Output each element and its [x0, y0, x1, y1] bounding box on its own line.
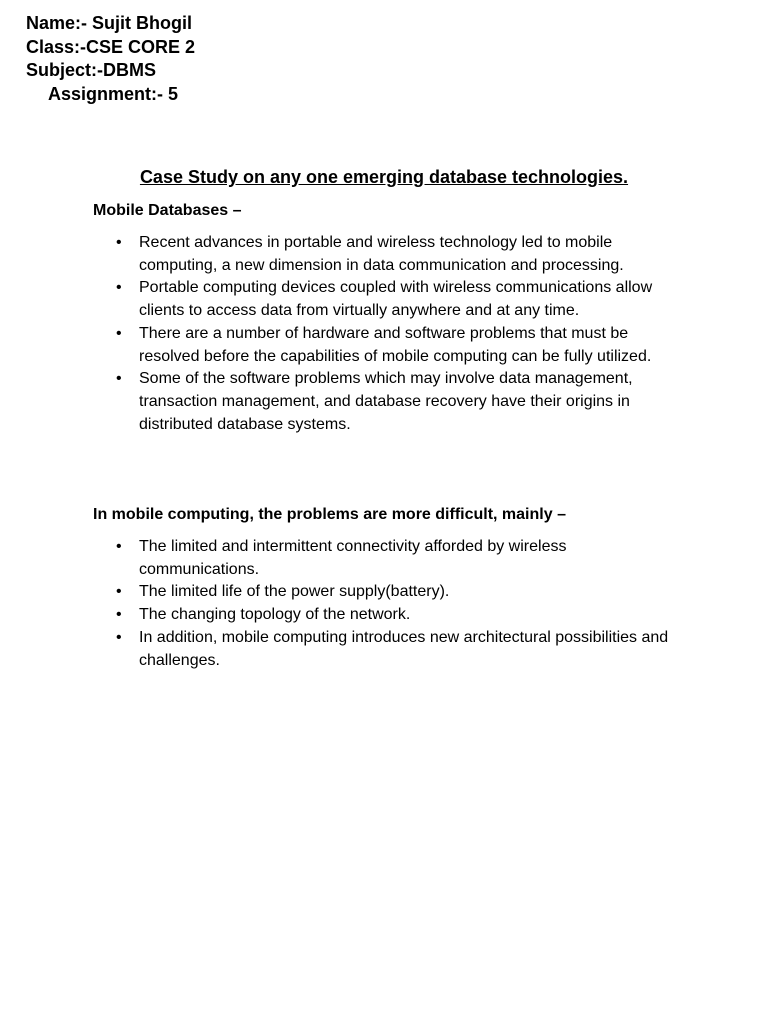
mobile-computing-problems-bullet-list	[93, 536, 683, 672]
list-item	[93, 232, 683, 277]
list-item	[93, 581, 683, 604]
bullet-icon: •	[116, 234, 122, 251]
mobile-databases-bullet-list	[93, 232, 683, 436]
section-heading-mobile-computing-problems: In mobile computing, the problems are more difficult, mainly –	[93, 506, 566, 523]
list-item	[93, 277, 683, 322]
list-item-text: There are a number of hardware and software problems that must be resolved before the capabilities of mobile computing can be fully utilized.	[139, 324, 652, 365]
subject: Subject:-DBMS	[26, 60, 156, 80]
bullet-icon: •	[116, 628, 122, 646]
bullet-icon: •	[116, 370, 122, 388]
list-item-text: The limited life of the power supply(battery).	[139, 583, 450, 601]
student-class: Class:-CSE CORE 2	[26, 36, 196, 57]
list-item-text: Portable computing devices coupled with wireless communications allow clients to access data from virtually anywhere and at any time.	[139, 279, 653, 320]
list-item	[93, 368, 683, 436]
bullet-icon: •	[116, 606, 122, 624]
list-item-text: Recent advances in portable and wireless technology led to mobile computing, a new dimension in data communication and processing.	[139, 234, 624, 274]
list-item	[93, 323, 683, 368]
bullet-icon: •	[116, 324, 122, 342]
bullet-icon: •	[116, 279, 122, 297]
list-item-text: Some of the software problems which may involve data management, transaction management, and database recovery have their origins in distributed database systems.	[139, 370, 633, 433]
list-item	[93, 536, 683, 581]
student-name: Name:- Sujit Bhogil	[26, 13, 192, 33]
bullet-icon: •	[116, 538, 122, 555]
list-item-text: The changing topology of the network.	[139, 606, 411, 624]
assignment-number: Assignment:- 5	[48, 83, 179, 104]
list-item-text: The limited and intermittent connectivity afforded by wireless communications.	[139, 538, 567, 578]
list-item	[93, 604, 683, 627]
list-item-text: In addition, mobile computing introduces new architectural possibilities and challenges.	[139, 628, 669, 669]
student-info-header	[26, 12, 195, 106]
bullet-icon: •	[116, 583, 122, 601]
document-title: Case Study on any one emerging database technologies.	[139, 167, 629, 187]
list-item	[93, 627, 683, 672]
section-heading-mobile-databases: Mobile Databases –	[93, 202, 242, 219]
